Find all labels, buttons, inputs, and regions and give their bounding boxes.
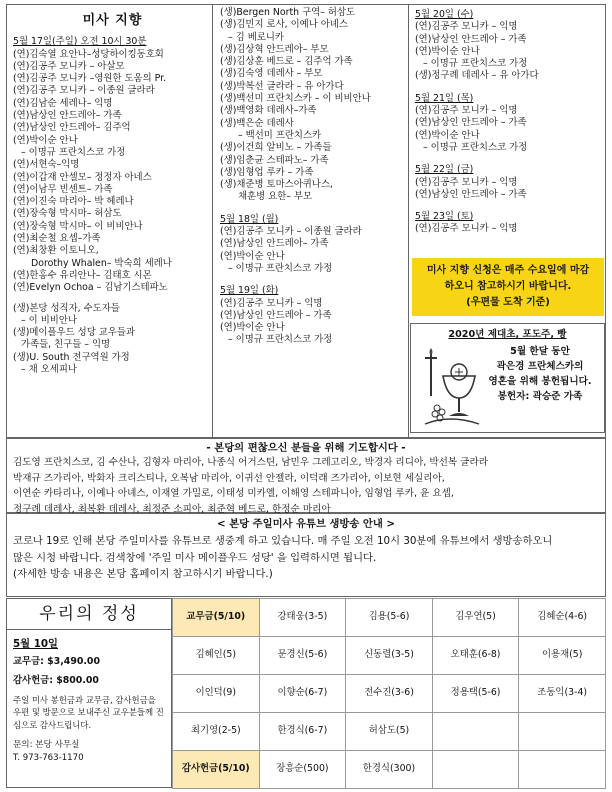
offering-summary-box	[6, 598, 172, 788]
contributor-cell: 이향순(6-7)	[259, 675, 346, 713]
contributor-cell: 최기영(2-5)	[173, 713, 260, 751]
contributor-cell: 이용재(5)	[519, 637, 606, 675]
intention-line: – 백선미 프란치스카	[238, 129, 322, 141]
intention-line: (연)남상인 안드레아 – 가족	[415, 117, 527, 129]
intention-line: (연)남상인 안드레아 – 가족	[220, 309, 332, 321]
contributor-cell	[432, 751, 519, 789]
table-row	[173, 713, 606, 751]
intention-line: (연)김공주 모니카 –영원한 도움의 Pr.	[13, 73, 167, 85]
contributor-cell: 문경신(5-6)	[259, 637, 346, 675]
intentions-list-2	[220, 7, 408, 347]
date-heading: 5월 20일 (수)	[415, 9, 474, 20]
intention-line: (생)임춘균 스테파노– 가족	[220, 154, 329, 166]
youtube-line: 많은 시청 바랍니다. 검색창에 '주일 미사 메이플우드 성당' 을 입력하시면 됩니다.	[13, 551, 377, 564]
contributor-cell: 한경식(300)	[346, 751, 433, 789]
intention-line: (연)박이순 안나	[220, 322, 285, 334]
intentions-list-3	[415, 9, 605, 236]
intention-line: (생)메이플우드 성당 교우들과	[13, 327, 135, 339]
intention-line: (생)정구례 데레사 – 유 아가다	[415, 70, 539, 82]
intention-line: (연)김공주 모니카 – 익명	[415, 105, 518, 117]
table-row	[173, 675, 606, 713]
intention-line: (생)이건희 알비노 – 가족들	[220, 142, 332, 154]
spacer	[13, 295, 212, 303]
intention-line: (연)박이순 안나	[220, 250, 285, 262]
table-row	[173, 599, 606, 637]
intentions-column-3	[409, 5, 605, 259]
intention-line: (연)김공주 모니카 – 이종원 글라라	[220, 226, 362, 238]
intention-line: 가족들, 친구들 – 익명	[21, 339, 111, 351]
intention-deadline-notice: 미사 지향 신청은 매주 수요일에 마감 하오니 참고하시기 바랍니다. (우편물 도착 기준)	[412, 258, 604, 316]
intention-line: (생)백은순 데레사	[220, 117, 294, 129]
offering-thanks-amount: 감사헌금: $800.00	[13, 674, 99, 686]
contributor-cell: 신동렬(3-5)	[346, 637, 433, 675]
intention-line: (연)남상인 안드레아– 가족	[13, 110, 122, 122]
intention-line: (연)한홍수 유리안나– 김태호 시몬	[13, 269, 152, 281]
youtube-title: < 본당 주일미사 유튜브 생방송 안내 >	[216, 518, 396, 530]
contact-label: 문의: 본당 사무실	[13, 740, 80, 751]
spacer	[220, 204, 408, 212]
spacer	[220, 275, 408, 283]
contributor-cell: 김혜순(4-6)	[519, 599, 606, 637]
contributor-cell: 김용(5-6)	[346, 599, 433, 637]
contributor-cell: 조동익(3-4)	[519, 675, 606, 713]
spacer	[415, 201, 605, 209]
intentions-column-2	[213, 5, 409, 437]
intention-line: (연)남상인 안드레아 – 가족	[415, 188, 527, 200]
offering-note: 주일 미사 봉헌금과 교무금, 감사헌금을 우편 및 방문으로 보내주신 교우분들께 진심으로 감사드립니다.	[13, 694, 164, 730]
intention-line: (생)백선미 프란치스카 – 이 비비안나	[220, 93, 371, 105]
intention-line: (생)박복선 글라라 – 유 아가다	[220, 80, 344, 92]
date-heading: 5월 23일 (토)	[415, 211, 474, 223]
table-row	[173, 637, 606, 675]
intention-line: (연)김공주 모니카 – 이종원 글라라	[13, 85, 155, 97]
offering-date: 5월 10일	[13, 638, 58, 650]
intention-line: 채훈병 요한– 부모	[238, 191, 313, 203]
intention-line: (연)김숙열 요안나–성당하이킹동호회	[13, 48, 164, 60]
contributor-cell: 장흥순(500)	[259, 751, 346, 789]
intention-line: Dorothy Whalen– 박숙희 세레나	[31, 257, 172, 269]
table-row	[173, 751, 606, 789]
contributor-cell: 정용택(5-6)	[432, 675, 519, 713]
intention-line: (생)김숙영 데레사 – 부모	[220, 68, 323, 80]
contributor-cell: 한경식(6-7)	[259, 713, 346, 751]
date-heading: 5월 22일 (금)	[415, 164, 474, 176]
contributor-cell: 오태훈(6-8)	[432, 637, 519, 675]
intention-line: (연)박이순 안나	[415, 129, 480, 141]
intention-line: (연)남상인 안드레아– 김주억	[13, 122, 131, 134]
intention-line: (연)김공주 모니카 – 익명	[415, 176, 518, 188]
offering-category-cell: 교무금(5/10)	[173, 599, 260, 637]
intention-line: (연)장숙형 막시마– 이 비비안나	[13, 220, 143, 232]
contributor-cell	[519, 713, 606, 751]
prayer-line: 이연순 카타리나, 이예나 아녜스, 이재열 가밀로, 이태성 미카엘, 이해영 스테파니아, 임형업 루카, 윤 요셉,	[13, 488, 454, 500]
offering-contributors-table	[172, 598, 606, 789]
date-heading: 5월 17일(주일) 오전 10시 30분	[13, 36, 147, 48]
intention-line: (연)서현숙–익명	[13, 159, 80, 171]
intention-line: (생)김상혁 안드레아– 부모	[220, 43, 329, 55]
intention-line: – 이 비비안나	[21, 314, 77, 326]
intention-line: – 김 베로니카	[228, 31, 284, 43]
intention-line: (생)임형업 루카 – 가족	[220, 166, 314, 178]
intention-line: (연)남상인 안드레아 – 가족	[415, 33, 527, 45]
memorial-text: 5월 한달 동안 곽은경 프란체스카의 영혼을 위해 봉헌됩니다. 봉헌자: 곽승준 가족	[488, 346, 592, 402]
intention-line: – 이명규 프란치스코 가정	[21, 146, 126, 158]
intention-line: (연)박이순 안나	[13, 134, 78, 146]
contact-phone: T. 973-763-1170	[13, 753, 84, 764]
memorial-offering-box	[410, 323, 605, 433]
intention-line: (연)김공주 모니카 – 아살모	[13, 60, 125, 72]
contributor-cell: 허삼도(5)	[346, 713, 433, 751]
youtube-section	[6, 513, 606, 597]
offering-details	[7, 630, 171, 765]
intention-line: (연)이진숙 마리아– 박 헤레나	[13, 196, 134, 208]
intention-line: (연)이갑재 안셀모– 정정자 아네스	[13, 171, 152, 183]
contributor-cell: 김우연(5)	[432, 599, 519, 637]
date-heading: 5월 18일 (월)	[220, 213, 279, 225]
memorial-title: 2020년 제대초, 포도주, 빵	[448, 329, 567, 340]
mass-intentions-section	[6, 4, 606, 438]
contributor-cell: 강태웅(3-5)	[259, 599, 346, 637]
offering-category-cell: 감사헌금(5/10)	[173, 751, 260, 789]
contributor-cell	[432, 713, 519, 751]
intention-line: (생)채준병 토마스아퀴나스,	[220, 179, 333, 191]
intention-line: (생)백영화 데레사–가족	[220, 105, 317, 117]
intentions-column-1	[7, 5, 213, 437]
mass-intentions-title: 미사 지향	[82, 13, 143, 28]
intention-line: – 이명규 프란치스코 가정	[423, 141, 528, 153]
intention-line: (연)박이순 안나	[415, 45, 480, 57]
intention-line: (연)김남순 세레나– 익명	[13, 97, 113, 109]
spacer	[415, 83, 605, 91]
intention-line: – 이명규 프란치스코 가정	[228, 334, 333, 346]
intention-line: (생)Bergen North 구역– 허삼도	[220, 7, 356, 18]
intention-line: (연)김공주 모니카 – 익명	[415, 223, 518, 235]
intention-line: – 채 오세피나	[21, 364, 77, 376]
offering-title: 우리의 정성	[7, 599, 171, 630]
intention-line: (연)이남무 빈센트– 가족	[13, 183, 113, 195]
youtube-line: 코로나 19로 인해 본당 주일미사를 유튜브로 생중계 하고 있습니다. 매 주일 오전 10시 30분에 유튜브에서 생방송하오니	[13, 535, 553, 548]
prayer-line: 김도영 프란치스코, 김 수산나, 김형자 마리아, 나종식 어거스틴, 남민우 그레고리오, 박경자 리디아, 박선복 글라라	[13, 457, 488, 469]
intention-line: (생)본당 성직자, 수도자들	[13, 302, 120, 314]
chalice-icon	[417, 346, 483, 428]
prayer-line: 정구례 데레사, 최복환 데레사, 최정준 소피아, 최준혁 베드로, 한정순 마리아	[13, 503, 331, 515]
prayer-section	[6, 438, 606, 513]
prayer-line: 박재규 즈가리아, 박화자 크리스티나, 오복남 마리아, 이귀선 안젤라, 이덕래 즈가리아, 이보현 세실리아,	[13, 472, 445, 484]
intention-line: (생)김상훈 베드로 – 김주억 가족	[220, 56, 353, 68]
intention-line: (연)Evelyn Ochoa – 김남기스테파노	[13, 282, 168, 294]
intention-line: (생)김민지 로사, 이예나 아녜스	[220, 19, 348, 31]
offering-cathedral-amount: 교무금: $3,490.00	[13, 656, 100, 668]
intention-line: (생)U. South 전구역원 가정	[13, 351, 130, 363]
intention-line: (연)김공주 모니카 – 익명	[415, 21, 518, 33]
date-heading: 5월 21일 (목)	[415, 92, 474, 104]
intention-line: (연)최순철 요셉–가족	[13, 233, 101, 245]
contributor-cell: 이인덕(9)	[173, 675, 260, 713]
intention-line: (연)최창환 이토니오,	[13, 245, 99, 257]
contributor-cell: 전수진(3-6)	[346, 675, 433, 713]
intention-line: – 이명규 프란치스코 가정	[423, 58, 528, 70]
intention-line: – 이명규 프란치스코 가정	[228, 262, 333, 274]
spacer	[415, 154, 605, 162]
intentions-list-1	[13, 36, 212, 376]
contributor-cell: 김혜인(5)	[173, 637, 260, 675]
intention-line: (연)김공주 모니카 – 익명	[220, 297, 323, 309]
youtube-line: (자세한 방송 내용은 본당 홈페이지 참고하시기 바랍니다.)	[13, 568, 273, 581]
contributor-cell	[519, 751, 606, 789]
prayer-title: - 본당의 편찮으신 분들을 위해 기도합시다 -	[206, 442, 406, 454]
intention-line: (연)장숙형 막시마– 허삼도	[13, 208, 122, 220]
intention-line: (연)남상인 안드레아– 가족	[220, 238, 329, 250]
date-heading: 5월 19일 (화)	[220, 285, 279, 297]
